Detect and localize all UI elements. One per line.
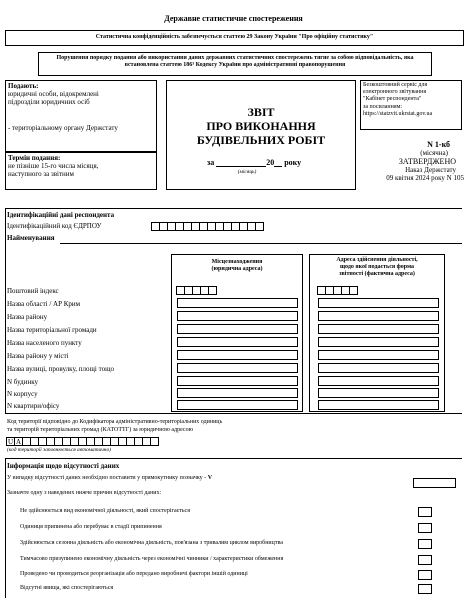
report-title-line: ЗВІТ	[247, 105, 275, 119]
actual-office-field[interactable]	[318, 400, 439, 410]
form-approved: ЗАТВЕРДЖЕНО	[398, 157, 456, 166]
deadline-line: наступного за звітним	[8, 170, 74, 178]
address-row-label: Назва району	[7, 313, 48, 321]
absence-instruction	[7, 475, 212, 482]
actual-community-field[interactable]	[318, 324, 439, 334]
actual-address-header: звітності (фактична адреса)	[339, 271, 415, 278]
deadline-heading: Термін подання:	[8, 154, 61, 162]
report-title-box	[166, 80, 356, 190]
name-label: Найменування	[7, 234, 55, 242]
service-box	[360, 80, 462, 130]
report-period	[207, 158, 347, 167]
address-row-label: Назва територіальної громади	[7, 326, 97, 334]
reason-label: Одиниця припинена або перебуває в стадії припинення	[20, 524, 162, 530]
confidentiality-notice: Статистична конфіденційність забезпечується статтею 29 Закону України "Про офіційну статистику"	[5, 30, 464, 46]
legal-district-field[interactable]	[177, 311, 298, 321]
respondents-box	[5, 80, 157, 152]
katottg-label: Код території відповідно до Кодифікатора адміністративно-територіальних одиниць	[7, 419, 223, 425]
actual-building-field[interactable]	[318, 376, 439, 386]
respondents-heading: Подають:	[8, 82, 39, 90]
actual-settlement-field[interactable]	[318, 337, 439, 347]
form-order: Наказ Держстату	[405, 166, 456, 174]
deadline-box	[5, 152, 157, 190]
form-periodicity: (місячна)	[420, 149, 448, 157]
address-row-label: N квартири/офісу	[7, 402, 60, 410]
address-row-label: Назва вулиці, провулку, площі тощо	[7, 365, 114, 373]
respondents-line: юридичні особи, відокремлені	[8, 90, 99, 98]
absence-choose-label: Зазначте одну з наведених нижче причин відсутності даних:	[7, 490, 162, 496]
deadline-line: не пізніше 15-го числа місяця,	[8, 162, 99, 170]
actual-street-field[interactable]	[318, 363, 439, 373]
report-title-line: БУДІВЕЛЬНИХ РОБІТ	[196, 133, 326, 147]
legal-building-field[interactable]	[177, 376, 298, 386]
legal-address-subheader: (юридична адреса)	[211, 266, 263, 273]
reason-checkbox[interactable]	[418, 539, 432, 549]
legal-settlement-field[interactable]	[177, 337, 298, 347]
absence-checkbox[interactable]	[413, 478, 456, 488]
period-prefix: за	[207, 158, 215, 167]
year-field[interactable]	[274, 166, 282, 167]
absence-instruction-text: У випадку відсутності даних необхідно поставити у прямокутнику позначку -	[7, 475, 207, 481]
legal-city-district-field[interactable]	[177, 350, 298, 360]
name-field[interactable]	[60, 243, 462, 244]
reason-label: Не здійснюється вид економічної діяльності, який спостерігається	[20, 508, 190, 514]
absence-mark: V	[207, 475, 213, 481]
address-row-label: N корпусу	[7, 390, 38, 398]
katottg-hint: (код території заповнюється автоматично)	[7, 447, 111, 453]
page-title: Державне статистичне спостереження	[164, 14, 303, 23]
actual-region-field[interactable]	[318, 298, 439, 308]
reason-label: Відсутні явища, які спостерігаються	[20, 585, 114, 591]
katottg-prefix: A	[15, 438, 22, 446]
reason-checkbox[interactable]	[418, 584, 432, 594]
address-row-label: Поштовий індекс	[7, 287, 59, 295]
identification-heading: Ідентифікаційні дані респондента	[7, 211, 115, 219]
legal-office-field[interactable]	[177, 400, 298, 410]
legal-street-field[interactable]	[177, 363, 298, 373]
katottg-label: та територій територіальних громад (КАТОТТГ) за юридичною адресою	[7, 427, 194, 433]
month-field[interactable]	[216, 166, 266, 167]
legal-region-field[interactable]	[177, 298, 298, 308]
reason-checkbox[interactable]	[418, 507, 432, 517]
service-line: за посиланням:	[363, 103, 403, 110]
respondents-line: підрозділи юридичних осіб	[8, 98, 90, 106]
edrpou-label: Ідентифікаційний код ЄДРПОУ	[7, 222, 102, 230]
service-line: "Кабінет респондента"	[363, 96, 422, 103]
actual-district-field[interactable]	[318, 311, 439, 321]
form-code: N 1-кб	[427, 140, 450, 149]
period-hint: (місяць)	[237, 169, 257, 175]
katottg-prefix: U	[7, 438, 14, 446]
address-row-label: Назва району у місті	[7, 352, 69, 360]
address-row-label: Назва населеного пункту	[7, 339, 82, 347]
report-title-line: ПРО ВИКОНАННЯ	[206, 119, 316, 133]
reason-checkbox[interactable]	[418, 523, 432, 533]
address-row-label: Назва області / АР Крим	[7, 300, 81, 308]
legal-community-field[interactable]	[177, 324, 298, 334]
liability-warning: Порушення порядку подання або використання даних державних статистичних спостережень тягне за собою відповідальність, яка встановлена статтею 186³ Кодексу України про адміністративні правопорушення	[38, 52, 432, 76]
form-order-date: 09 квітня 2024 року N 105	[386, 174, 464, 182]
reason-label: Проведено чи проводиться реорганізація або передано виробничі фактори іншій одиниці	[20, 571, 248, 577]
reason-checkbox[interactable]	[418, 570, 432, 580]
reason-label: Здійснюється сезонна діяльність або економічна діяльність, пов'язана з тривалим циклом виробництва	[20, 540, 283, 546]
respondents-target: - територіальному органу Держстату	[8, 124, 118, 132]
edrpou-cells[interactable]	[152, 222, 264, 240]
actual-city-district-field[interactable]	[318, 350, 439, 360]
legal-address-header: Місцезнаходження	[211, 259, 263, 265]
absence-heading: Інформація щодо відсутності даних	[7, 462, 120, 470]
service-link[interactable]: https://statzvit.ukrstat.gov.ua	[363, 110, 433, 117]
address-row-label: N будинку	[7, 378, 39, 386]
period-suffix: року	[284, 158, 302, 167]
form-code-block	[360, 140, 464, 182]
reason-checkbox[interactable]	[418, 555, 432, 565]
period-century: 20	[266, 158, 275, 167]
actual-address-header: Адреса здійснення діяльності,	[336, 257, 418, 263]
actual-address-header: щодо якої подається форма	[339, 264, 415, 271]
legal-block-field[interactable]	[177, 388, 298, 398]
service-line: електронного звітування	[363, 89, 427, 96]
service-line: Безкоштовний сервіс для	[363, 82, 428, 88]
reason-label: Тимчасово призупинено економічну діяльність через економічні чинники / характеристики обмеження	[20, 556, 284, 562]
actual-block-field[interactable]	[318, 388, 439, 398]
